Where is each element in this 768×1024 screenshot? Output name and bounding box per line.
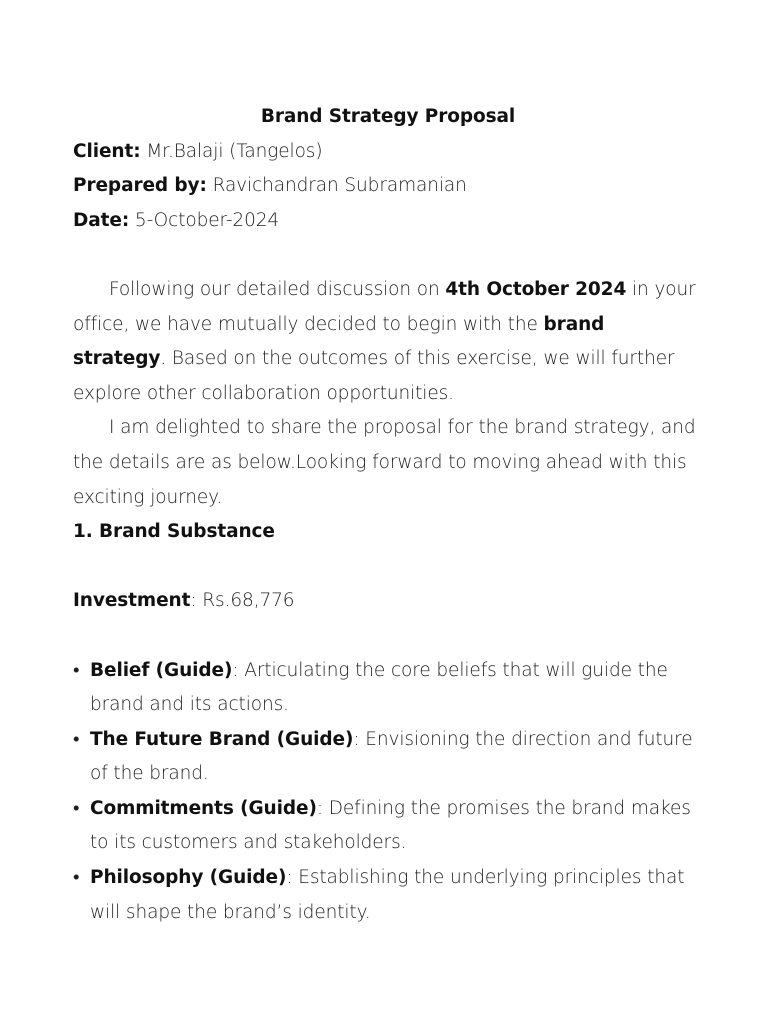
document-page [73, 100, 703, 930]
section-heading: 1. Brand Substance [73, 521, 275, 543]
intro-text-c: . Based on the outcomes of this exercise, we will further explore other collaboration opportunities. [73, 348, 675, 404]
prepared-by-label: Prepared by: [73, 175, 207, 197]
document-title: Brand Strategy Proposal [260, 106, 516, 127]
item-title: Philosophy (Guide) [90, 867, 287, 889]
item-title: Belief (Guide) [90, 659, 233, 681]
investment-label: Investment [73, 590, 191, 612]
bullet-icon: • [73, 867, 80, 889]
list-item [73, 792, 703, 861]
client-label: Client: [73, 140, 141, 162]
item-title: Commitments (Guide) [90, 797, 317, 819]
spacer [73, 550, 703, 585]
item-text: : Envisioning the direction and future of the brand. [90, 728, 693, 785]
item-title: The Future Brand (Guide) [90, 728, 354, 750]
date-label: Date: [73, 209, 130, 231]
list-item [73, 861, 703, 930]
bullet-icon: • [73, 659, 80, 681]
intro-text-a: Following our detailed discussion on [109, 278, 446, 300]
bullet-icon: • [73, 797, 80, 819]
intro-paragraph-1 [73, 273, 703, 411]
bullet-list [73, 654, 703, 931]
date-line [73, 204, 703, 239]
spacer [73, 238, 703, 273]
client-value: Mr.Balaji (Tangelos) [146, 140, 323, 162]
client-line [73, 135, 703, 170]
prepared-by-line [73, 169, 703, 204]
item-text: : Articulating the core beliefs that will guide the brand and its actions. [90, 659, 668, 716]
list-item [73, 723, 703, 792]
investment-value: : Rs.68,776 [190, 590, 295, 612]
investment-line [73, 584, 703, 619]
bullet-icon: • [73, 728, 80, 750]
intro-date-bold: 4th October 2024 [445, 278, 627, 300]
item-text: : Defining the promises the brand makes to its customers and stakeholders. [90, 797, 691, 854]
intro-text-b: in your office, we have mutually decided to begin with the [73, 278, 696, 335]
spacer [73, 619, 703, 654]
date-value: 5-October-2024 [134, 209, 280, 231]
prepared-by-value: Ravichandran Subramanian [212, 175, 467, 197]
intro-brand-strategy-bold: brand strategy [73, 313, 605, 370]
list-item [73, 654, 703, 723]
item-text: : Establishing the underlying principles that will shape the brand’s identity. [90, 867, 685, 923]
intro-paragraph-2: I am delighted to share the proposal for the brand strategy, and the details are as below.Looking forward to moving ahead with this exciting journey. [73, 417, 696, 508]
